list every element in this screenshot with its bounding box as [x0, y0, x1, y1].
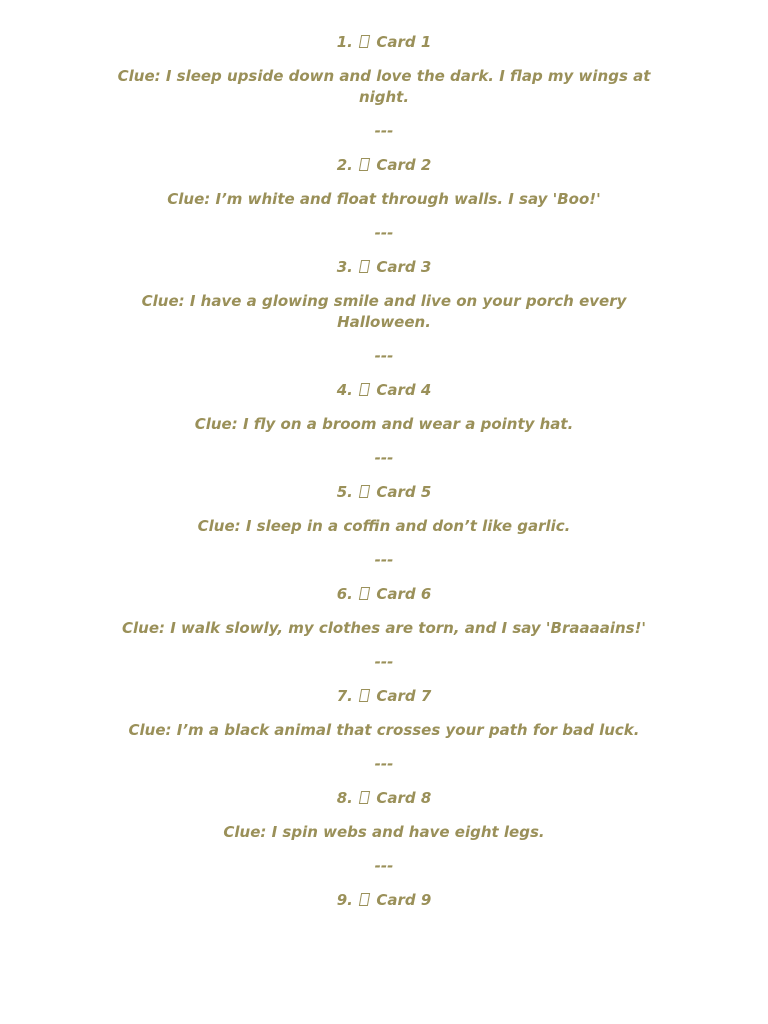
card-8-separator: --- — [374, 857, 394, 875]
card-9-number: 9. — [336, 891, 353, 909]
missing-glyph-icon — [359, 587, 370, 600]
card-9-title — [0, 890, 768, 911]
card-3-separator: --- — [374, 347, 394, 365]
card-2-separator: --- — [374, 224, 394, 242]
card-4-title — [0, 380, 768, 401]
card-1-title-text: Card 1 — [376, 33, 432, 51]
missing-glyph-icon — [359, 791, 370, 804]
card-4-separator: --- — [374, 449, 394, 467]
card-7-title-text: Card 7 — [376, 687, 432, 705]
missing-glyph-icon — [359, 893, 370, 906]
card-5-number: 5. — [336, 483, 353, 501]
card-3-title-text: Card 3 — [376, 258, 432, 276]
card-6-title-text: Card 6 — [376, 585, 432, 603]
missing-glyph-icon — [359, 158, 370, 171]
missing-glyph-icon — [359, 35, 370, 48]
card-5-title-text: Card 5 — [376, 483, 432, 501]
card-8-clue: Clue: I spin webs and have eight legs. — [223, 823, 545, 841]
card-1-clue: Clue: I sleep upside down and love the dark. I flap my wings at night. — [117, 67, 651, 106]
missing-glyph-icon — [359, 260, 370, 273]
card-6-separator: --- — [374, 653, 394, 671]
missing-glyph-icon — [359, 485, 370, 498]
card-7-number: 7. — [336, 687, 353, 705]
card-7-title — [0, 686, 768, 707]
card-6-number: 6. — [336, 585, 353, 603]
card-7-clue: Clue: I’m a black animal that crosses your path for bad luck. — [128, 721, 640, 739]
card-4-title-text: Card 4 — [376, 381, 432, 399]
card-2-title — [0, 155, 768, 176]
missing-glyph-icon — [359, 383, 370, 396]
card-8-title — [0, 788, 768, 809]
card-5-separator: --- — [374, 551, 394, 569]
card-7-separator: --- — [374, 755, 394, 773]
card-4-clue: Clue: I fly on a broom and wear a pointy hat. — [194, 415, 574, 433]
card-6-title — [0, 584, 768, 605]
card-9-title-text: Card 9 — [376, 891, 432, 909]
card-2-number: 2. — [336, 156, 353, 174]
card-2-clue: Clue: I’m white and float through walls. I say 'Boo!' — [167, 190, 601, 208]
card-1-title — [0, 32, 768, 53]
card-8-number: 8. — [336, 789, 353, 807]
card-2-title-text: Card 2 — [376, 156, 432, 174]
card-1-number: 1. — [336, 33, 353, 51]
card-1-separator: --- — [374, 122, 394, 140]
card-3-clue: Clue: I have a glowing smile and live on your porch every Halloween. — [141, 292, 627, 331]
card-6-clue: Clue: I walk slowly, my clothes are torn, and I say 'Braaaains!' — [121, 619, 647, 637]
missing-glyph-icon — [359, 689, 370, 702]
card-3-number: 3. — [336, 258, 353, 276]
card-4-number: 4. — [336, 381, 353, 399]
card-8-title-text: Card 8 — [376, 789, 432, 807]
card-5-title — [0, 482, 768, 503]
card-5-clue: Clue: I sleep in a coffin and don’t like garlic. — [197, 517, 571, 535]
card-3-title — [0, 257, 768, 278]
